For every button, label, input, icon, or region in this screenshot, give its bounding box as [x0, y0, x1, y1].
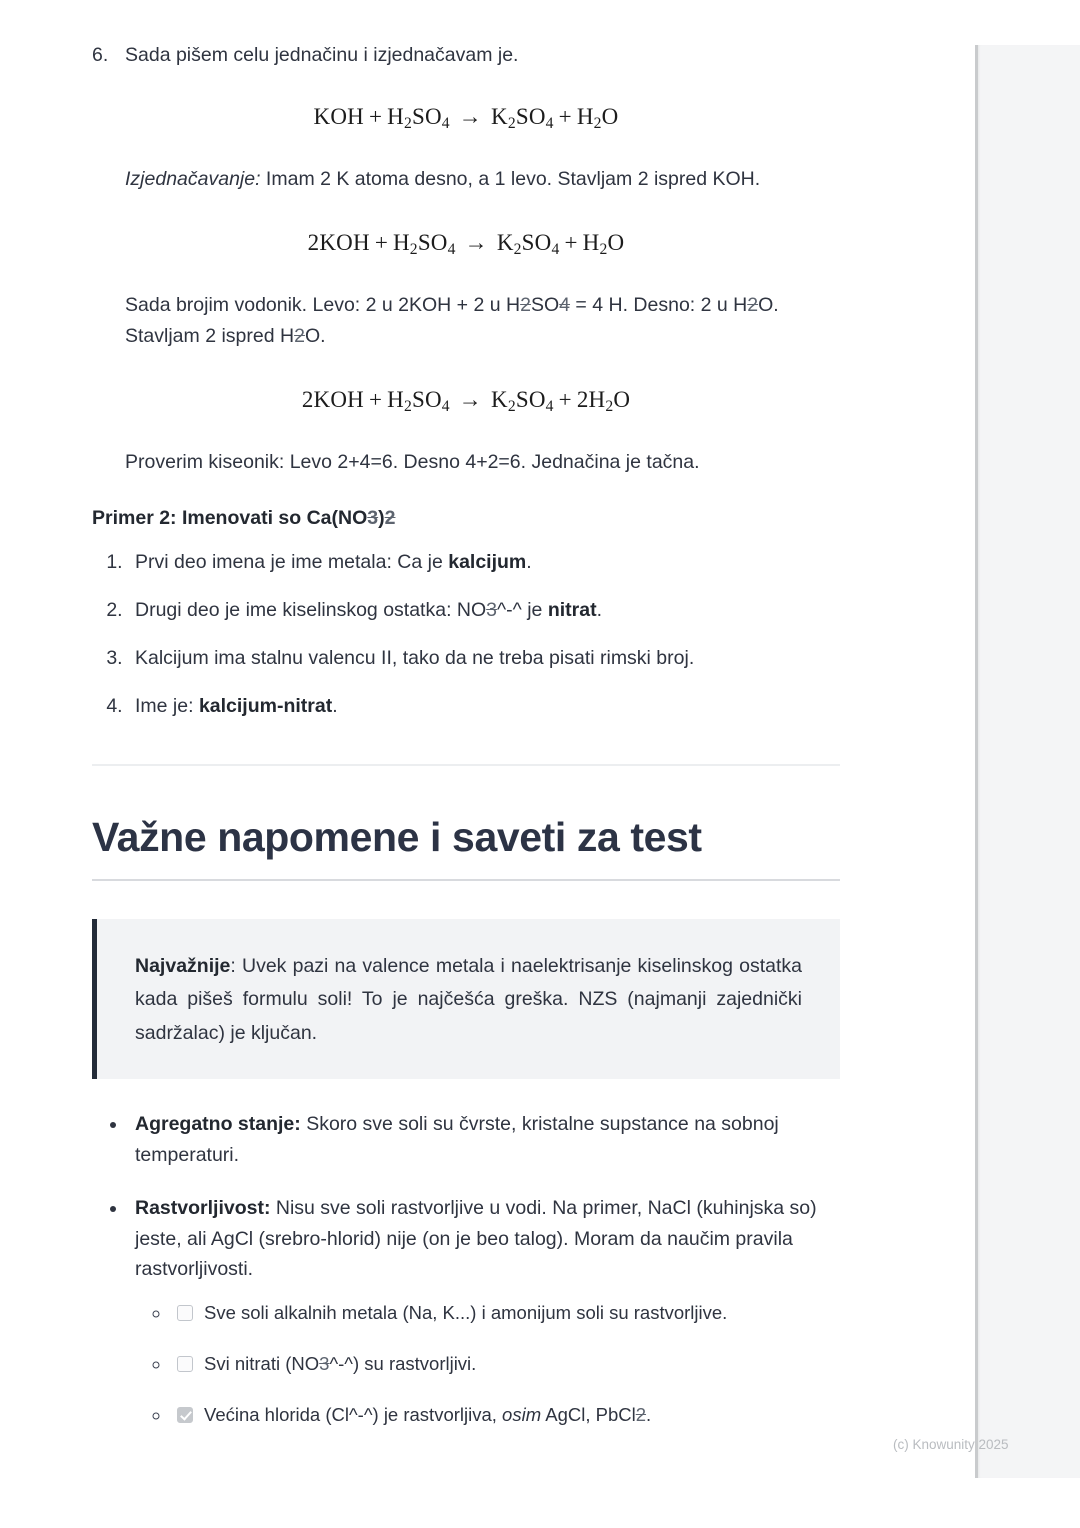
- hydrogen-note-seg3: = 4 H. Desno: 2 u H: [570, 293, 748, 316]
- list-item: [171, 1350, 840, 1378]
- primer-2-heading-strike2: 2: [384, 506, 396, 529]
- step-2-post: .: [596, 598, 602, 621]
- balancing-note-label: Izjednačavanje:: [125, 168, 261, 191]
- important-callout: [92, 919, 840, 1080]
- notes-list: [92, 1109, 840, 1428]
- page-title-underline: [92, 879, 840, 881]
- list-item: [171, 1299, 840, 1327]
- equation-2: $2KOH + H_2SO_4 \to K_2SO_4 + H_2O$: [307, 229, 625, 258]
- note-1-text: Skoro sve soli su čvrste, kristalne supstance na sobnoj temperaturi.: [135, 1113, 779, 1167]
- step-2-pre: Drugi deo je ime kiselinskog ostatka: NO: [135, 598, 487, 621]
- primer-2-step-3: [128, 644, 840, 673]
- callout-body: : Uvek pazi na valence metala i naelektrisanje kiselinskog ostatka kada pišeš formulu soli! To je najčešća greška. NZS (najmanji zajednički sadržalac) je ključan.: [135, 954, 802, 1044]
- primer-2-step-1: [128, 548, 840, 577]
- hydrogen-count-note: [92, 290, 840, 353]
- note-item-rastvorljivost: [128, 1193, 840, 1429]
- primer-2-heading: [92, 507, 840, 530]
- step-4-bold: kalcijum-nitrat: [198, 695, 333, 718]
- primer-2-heading-prefix: Primer 2: Imenovati so Ca(NO: [92, 506, 368, 529]
- step-1-post: .: [526, 550, 532, 573]
- section-divider: [92, 764, 840, 766]
- checklist-2-pre: Svi nitrati (NO: [204, 1353, 320, 1374]
- checklist-2-post: ^-^) su rastvorljivi.: [329, 1353, 477, 1374]
- checklist-2-strike: 3: [319, 1353, 330, 1374]
- balancing-note: [92, 164, 840, 196]
- step-1-bold: kalcijum: [448, 550, 527, 573]
- hydrogen-note-seg2: SO: [530, 293, 560, 316]
- callout-text: [135, 950, 802, 1051]
- watermark: (c) Knowunity 2025: [893, 1437, 1009, 1452]
- checklist-1-text: Sve soli alkalnih metala (Na, K...) i amonijum soli su rastvorljive.: [204, 1302, 728, 1324]
- primer-2-heading-mid: ): [378, 506, 385, 529]
- step-2-mid: ^-^ je: [497, 598, 548, 621]
- equation-3: $2KOH + H_2SO_4 \to K_2SO_4 + 2H_2O$: [301, 386, 631, 416]
- step-4-pre: Ime je:: [135, 695, 199, 718]
- step-6-text: Sada pišem celu jednačinu i izjednačavam je.: [125, 44, 519, 66]
- note-2-label: Rastvorljivost:: [135, 1196, 271, 1219]
- step-3-pre: Kalcijum ima stalnu valencu II, tako da ne treba pisati rimski broj.: [135, 647, 695, 670]
- hydrogen-note-strike3: 2: [747, 293, 759, 316]
- checklist-3-post: AgCl, PbCl: [541, 1403, 636, 1425]
- step-6: [92, 40, 840, 70]
- note-2-text: Nisu sve soli rastvorljive u vodi. Na primer, NaCl (kuhinjska so) jeste, ali AgCl (srebro-hlorid) nije (on je beo talog). Moram da naučim pravila rastvorljivosti.: [135, 1196, 817, 1281]
- primer-2-step-2: [128, 596, 840, 625]
- primer-2-step-4: [128, 692, 840, 721]
- checklist-3-tail: .: [646, 1403, 652, 1425]
- balancing-note-text: Imam 2 K atoma desno, a 1 levo. Stavljam 2 ispred KOH.: [260, 168, 761, 191]
- hydrogen-note-seg5: O.: [304, 325, 326, 348]
- checkbox-unchecked[interactable]: [177, 1356, 193, 1372]
- step-2-strike: 3: [486, 598, 498, 621]
- note-item-agregatno-stanje: [128, 1109, 840, 1171]
- step-1-pre: Prvi deo imena je ime metala: Ca je: [135, 550, 449, 573]
- callout-label: Najvažnije: [135, 954, 231, 977]
- note-1-label: Agregatno stanje:: [135, 1113, 301, 1136]
- primer-2-steps: [92, 548, 840, 722]
- checklist-3-italic: osim: [502, 1403, 542, 1425]
- oxygen-check-note: Proverim kiseonik: Levo 2+4=6. Desno 4+2=6. Jednačina je tačna.: [125, 450, 700, 473]
- hydrogen-note-seg4: O. Stavljam 2 ispred H: [125, 293, 779, 348]
- page-edge-strip[interactable]: [975, 45, 1080, 1478]
- checklist-3-strike: 2: [635, 1403, 647, 1425]
- step-4-post: .: [332, 695, 338, 718]
- list-item: [171, 1401, 840, 1429]
- checkbox-unchecked[interactable]: [177, 1305, 193, 1321]
- hydrogen-note-strike4: 2: [294, 325, 305, 348]
- step-6-number: 6.: [92, 44, 109, 66]
- hydrogen-note-strike1: 2: [520, 293, 531, 316]
- equation-1: KOH + $H_2SO_4 \to K_2SO_4 + H_2O$: [313, 104, 619, 133]
- solubility-checklist: [135, 1299, 840, 1428]
- checklist-3-pre: Većina hlorida (Cl^-^) je rastvorljiva,: [204, 1403, 503, 1425]
- step-2-bold: nitrat: [547, 598, 597, 621]
- hydrogen-note-strike2: 4: [559, 293, 571, 316]
- checkbox-checked[interactable]: [177, 1407, 193, 1423]
- hydrogen-note-seg1: Sada brojim vodonik. Levo: 2 u 2KOH + 2 u H: [125, 293, 521, 316]
- primer-2-heading-strike1: 3: [367, 506, 379, 529]
- page-title: Važne napomene i saveti za test: [92, 813, 702, 860]
